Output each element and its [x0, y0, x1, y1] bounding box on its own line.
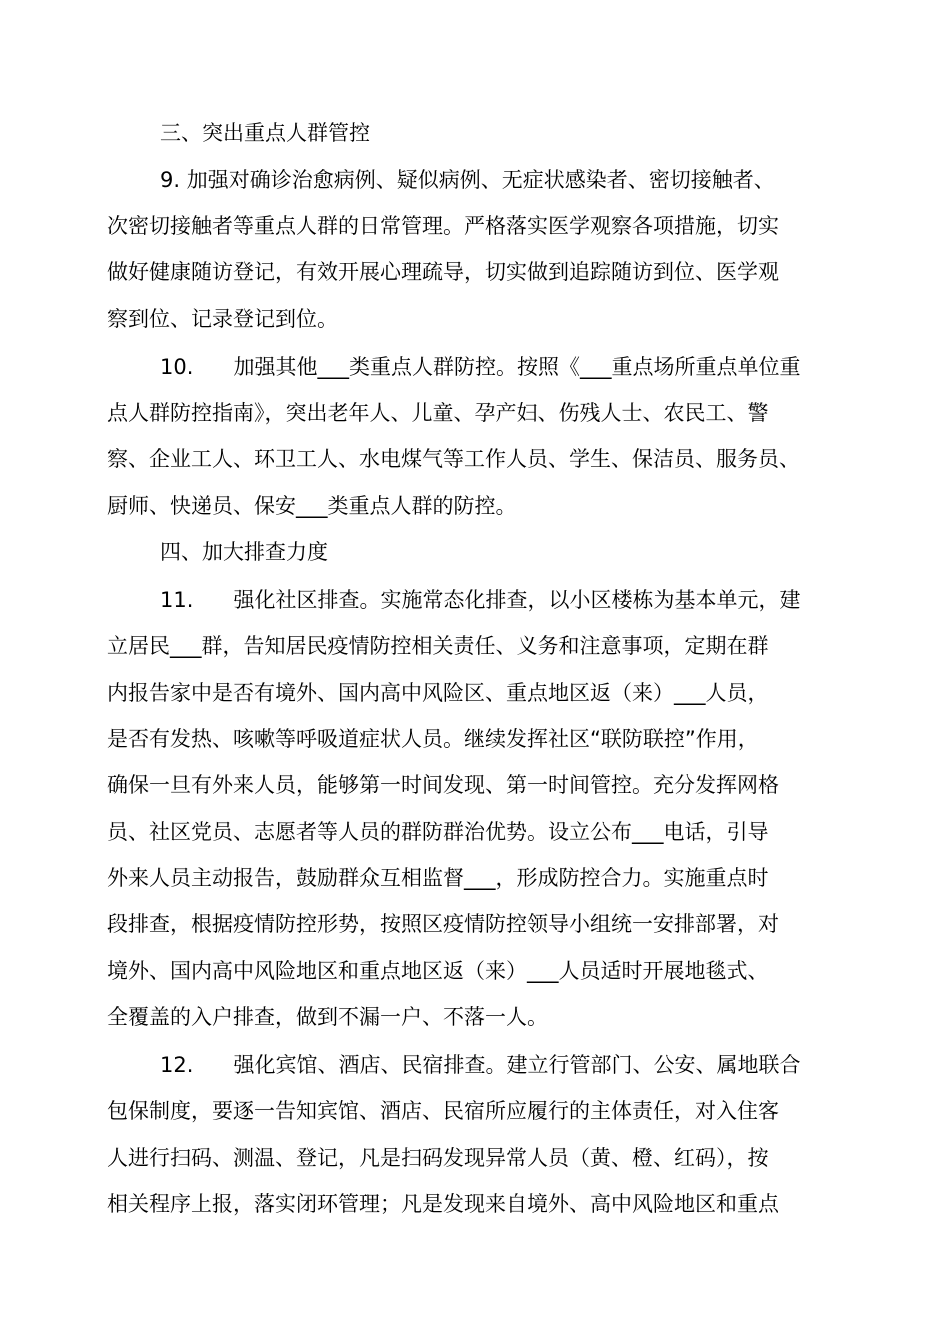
paragraph-line: 外来人员主动报告，鼓励群众互相监督___，形成防控合力。实施重点时 [107, 866, 769, 890]
paragraph-line: 做好健康随访登记，有效开展心理疏导，切实做到追踪随访到位、医学观 [107, 260, 779, 284]
paragraph-line: 境外、国内高中风险地区和重点地区返（来）___人员适时开展地毯式、 [107, 959, 769, 983]
paragraph-line: 点人群防控指南》，突出老年人、儿童、孕产妇、伤残人士、农民工、警 [107, 401, 769, 425]
paragraph-line: 察、企业工人、环卫工人、水电煤气等工作人员、学生、保洁员、服务员、 [107, 447, 800, 471]
section-heading: 三、突出重点人群管控 [160, 121, 370, 145]
paragraph-line: 相关程序上报，落实闭环管理；凡是发现来自境外、高中风险地区和重点 [107, 1192, 779, 1216]
paragraph-line: 员、社区党员、志愿者等人员的群防群治优势。设立公布___电话，引导 [107, 820, 769, 844]
paragraph-line: 11. 强化社区排查。实施常态化排查，以小区楼栋为基本单元，建 [160, 588, 801, 612]
paragraph-line: 12. 强化宾馆、酒店、民宿排查。建立行管部门、公安、属地联合 [160, 1053, 801, 1077]
paragraph-line: 9. 加强对确诊治愈病例、疑似病例、无症状感染者、密切接触者、 [160, 168, 775, 192]
paragraph-line: 包保制度，要逐一告知宾馆、酒店、民宿所应履行的主体责任，对入住客 [107, 1099, 779, 1123]
section-heading: 四、加大排查力度 [160, 540, 328, 564]
paragraph-line: 立居民___群，告知居民疫情防控相关责任、义务和注意事项，定期在群 [107, 634, 769, 658]
paragraph-line: 全覆盖的入户排查，做到不漏一户、不落一人。 [107, 1005, 548, 1029]
paragraph-line: 段排查，根据疫情防控形势，按照区疫情防控领导小组统一安排部署，对 [107, 912, 779, 936]
paragraph-line: 内报告家中是否有境外、国内高中风险区、重点地区返（来）___人员， [107, 681, 769, 705]
paragraph-line: 厨师、快递员、保安___类重点人群的防控。 [107, 494, 517, 518]
paragraph-line: 10. 加强其他___类重点人群防控。按照《___重点场所重点单位重 [160, 355, 801, 379]
paragraph-line: 察到位、记录登记到位。 [107, 307, 338, 331]
paragraph-line: 确保一旦有外来人员，能够第一时间发现、第一时间管控。充分发挥网格 [107, 773, 779, 797]
paragraph-line: 人进行扫码、测温、登记，凡是扫码发现异常人员（黄、橙、红码），按 [107, 1146, 769, 1170]
paragraph-line: 是否有发热、咳嗽等呼吸道症状人员。继续发挥社区“联防联控”作用， [107, 727, 759, 751]
paragraph-line: 次密切接触者等重点人群的日常管理。严格落实医学观察各项措施，切实 [107, 214, 779, 238]
